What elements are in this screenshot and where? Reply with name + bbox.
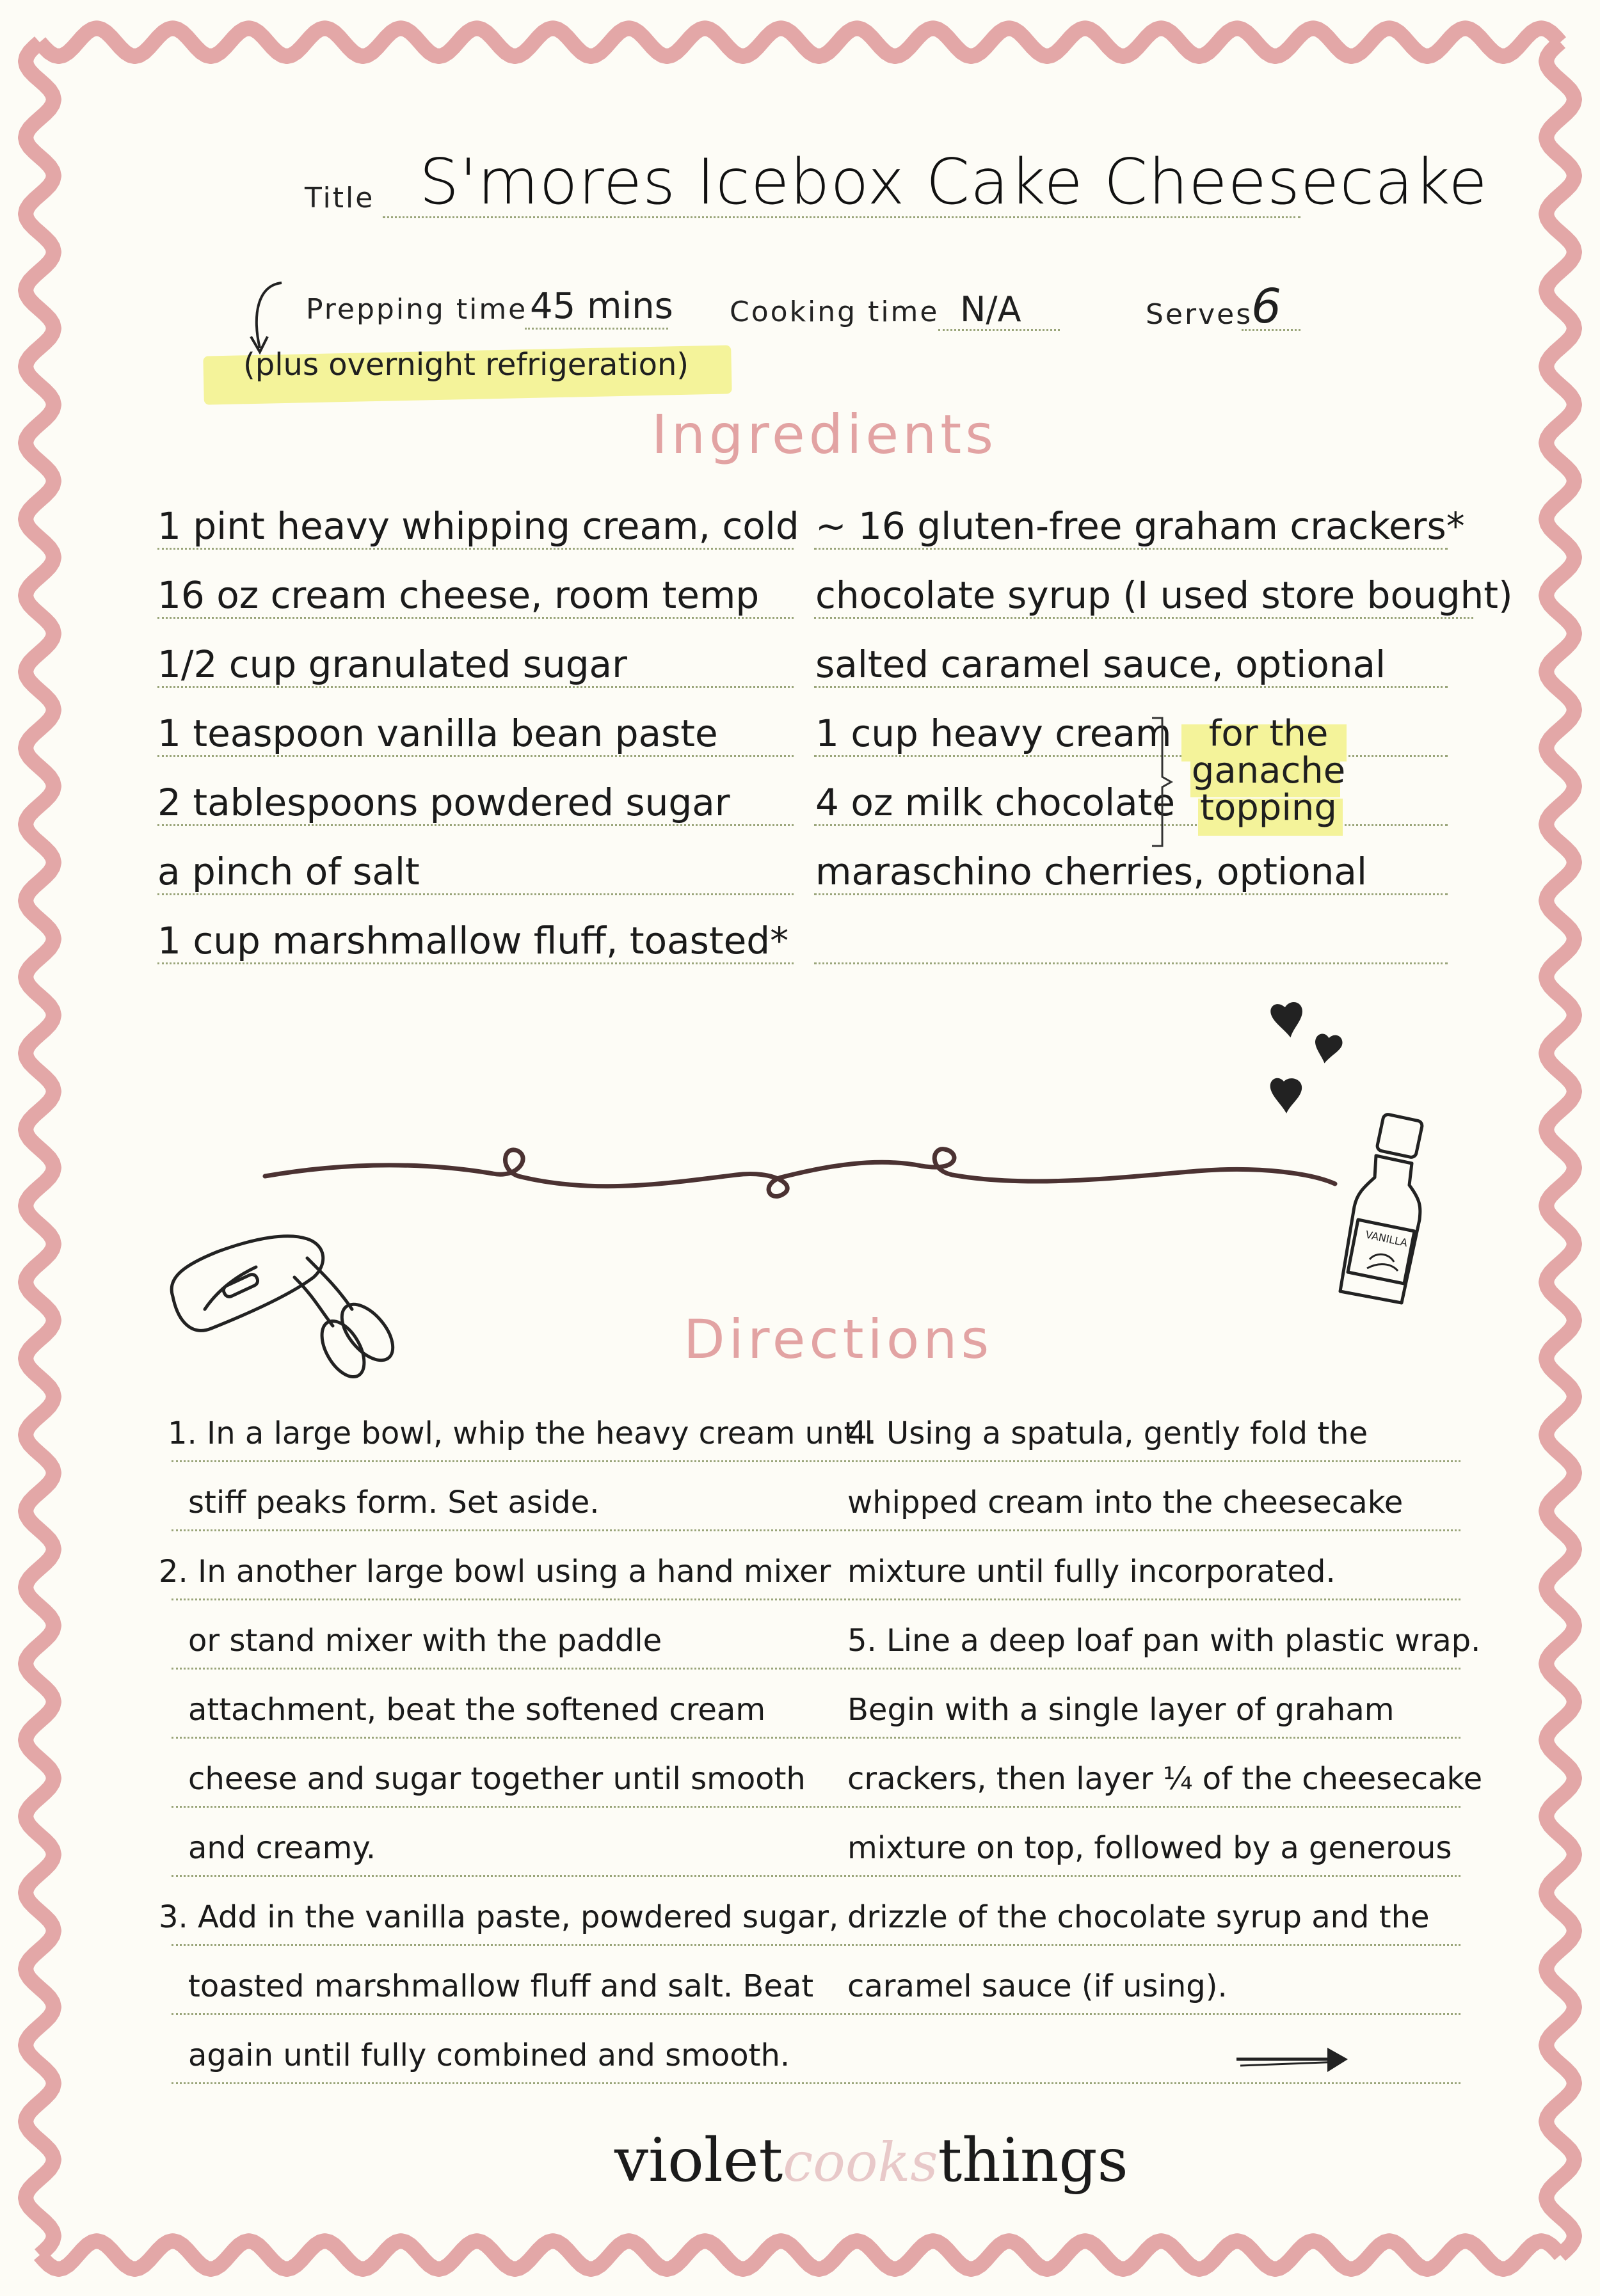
serves-rule — [1242, 329, 1300, 331]
title-rule — [383, 216, 1300, 218]
direction-rule — [172, 1875, 1460, 1877]
direction-line: stiff peaks form. Set aside. — [188, 1485, 600, 1520]
direction-line: attachment, beat the softened cream — [188, 1692, 766, 1728]
ingredient-item: 1 teaspoon vanilla bean paste — [157, 712, 718, 755]
ganache-note-line: topping — [1200, 787, 1337, 829]
cook-time-value: N/A — [960, 289, 1021, 330]
direction-rule — [172, 1806, 1460, 1808]
ingredients-heading: Ingredients — [652, 403, 997, 466]
ingredient-rule — [157, 962, 794, 964]
direction-rule — [172, 1944, 1460, 1946]
brand-right: things — [938, 2126, 1128, 2196]
brand-middle: cooks — [783, 2131, 938, 2194]
ingredient-item: chocolate syrup (I used store bought) — [815, 573, 1513, 617]
direction-line: whipped cream into the cheesecake — [847, 1485, 1404, 1520]
prep-note: (plus overnight refrigeration) — [243, 347, 689, 383]
direction-line: 4. Using a spatula, gently fold the — [847, 1415, 1368, 1451]
direction-rule — [172, 2082, 1460, 2084]
ingredient-item: 1/2 cup granulated sugar — [157, 642, 627, 686]
ingredient-rule — [157, 548, 794, 550]
direction-line: or stand mixer with the paddle — [188, 1623, 662, 1659]
hand-mixer-icon — [160, 1213, 403, 1380]
direction-rule — [172, 2013, 1460, 2015]
ingredient-item: 16 oz cream cheese, room temp — [157, 573, 760, 617]
ingredient-rule — [814, 617, 1473, 619]
ingredient-rule — [814, 548, 1448, 550]
ingredient-item: salted caramel sauce, optional — [815, 642, 1386, 686]
direction-line: drizzle of the chocolate syrup and the — [847, 1899, 1430, 1935]
direction-line: and creamy. — [188, 1830, 376, 1866]
direction-line: mixture on top, followed by a generous — [847, 1830, 1452, 1866]
ingredient-rule — [814, 686, 1448, 688]
ganache-note-line: for the — [1208, 713, 1329, 754]
ingredient-rule — [814, 824, 1448, 826]
direction-line: caramel sauce (if using). — [847, 1968, 1228, 2004]
cook-rule — [938, 329, 1060, 331]
bracket-icon — [1149, 715, 1175, 850]
ingredient-item: maraschino cherries, optional — [815, 850, 1368, 893]
direction-line: cheese and sugar together until smooth — [188, 1761, 806, 1797]
ganache-note — [1185, 715, 1352, 827]
ingredient-rule — [157, 686, 794, 688]
direction-line: 3. Add in the vanilla paste, powdered sugar, — [159, 1899, 839, 1935]
ingredient-item: a pinch of salt — [157, 850, 420, 893]
vanilla-label: VANILLA — [1364, 1228, 1409, 1249]
swirl-divider — [262, 1138, 1338, 1208]
brand-logo — [614, 2126, 1128, 2196]
cook-time-label: Cooking time — [730, 296, 940, 328]
ingredient-rule — [814, 755, 1448, 757]
direction-rule — [172, 1598, 1460, 1600]
direction-line: crackers, then layer ¼ of the cheesecake — [847, 1761, 1483, 1797]
title-label: Title — [305, 182, 375, 214]
recipe-title: S'mores Icebox Cake Cheesecake — [419, 146, 1488, 219]
direction-line: Begin with a single layer of graham — [847, 1692, 1395, 1728]
ingredient-item: 2 tablespoons powdered sugar — [157, 781, 730, 824]
direction-line: 5. Line a deep loaf pan with plastic wrap. — [847, 1623, 1481, 1659]
vanilla-bottle-icon — [1325, 1111, 1440, 1316]
direction-line: mixture until fully incorporated. — [847, 1554, 1336, 1590]
ingredient-rule — [814, 893, 1448, 895]
ingredient-item: 4 oz milk chocolate — [815, 781, 1176, 824]
directions-heading: Directions — [684, 1308, 993, 1371]
prep-time-label: Prepping time — [306, 293, 528, 326]
ganache-note-line: ganache — [1191, 750, 1346, 792]
ingredient-rule — [157, 893, 794, 895]
ingredient-item: 1 cup heavy cream — [815, 712, 1172, 755]
ingredient-item: ~ 16 gluten-free graham crackers* — [815, 504, 1465, 548]
direction-line: again until fully combined and smooth. — [188, 2037, 790, 2073]
ingredient-rule — [157, 755, 794, 757]
brand-left: violet — [614, 2126, 783, 2196]
direction-line: 1. In a large bowl, whip the heavy cream until — [168, 1415, 873, 1451]
ingredient-rule — [157, 824, 794, 826]
prep-rule — [525, 328, 668, 330]
direction-rule — [172, 1737, 1460, 1739]
next-page-arrow-icon — [1234, 2040, 1356, 2078]
ingredient-rule — [157, 617, 794, 619]
direction-rule — [172, 1460, 1460, 1462]
ingredient-rule — [814, 962, 1448, 964]
serves-value: 6 — [1251, 279, 1282, 334]
ingredient-item: 1 pint heavy whipping cream, cold — [157, 504, 799, 548]
direction-line: 2. In another large bowl using a hand mixer — [159, 1554, 831, 1590]
direction-rule — [172, 1529, 1460, 1531]
ingredient-item: 1 cup marshmallow fluff, toasted* — [157, 919, 789, 962]
direction-line: toasted marshmallow fluff and salt. Beat — [188, 1968, 814, 2004]
prep-time-value: 45 mins — [530, 285, 673, 327]
serves-label: Serves — [1146, 298, 1253, 331]
direction-rule — [172, 1668, 1460, 1670]
